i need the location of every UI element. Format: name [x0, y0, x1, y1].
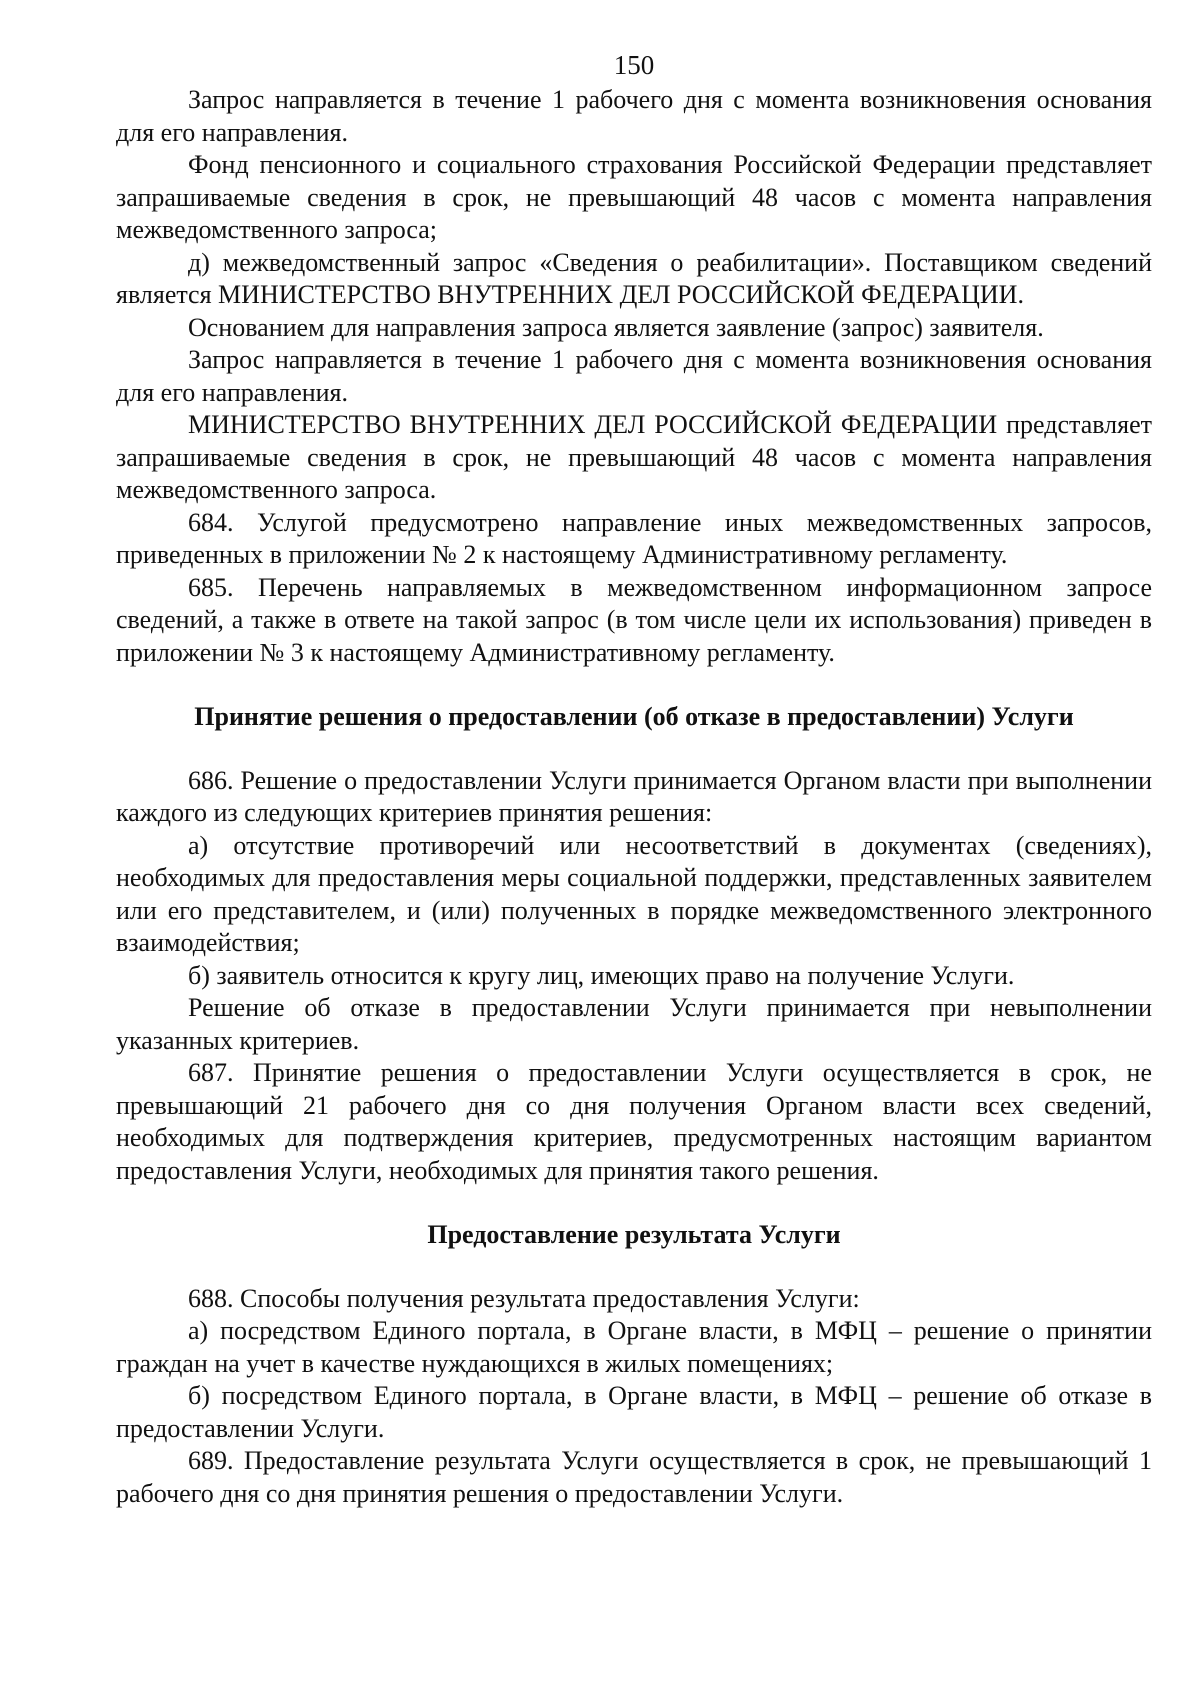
- paragraph: 686. Решение о предоставлении Услуги принимается Органом власти при выполнении каждого из следующих критериев принятия решения:: [116, 765, 1152, 827]
- paragraph: Фонд пенсионного и социального страхования Российской Федерации представляет запрашиваемые сведения в срок, не превышающий 48 часов с момента направления межведомственного запроса;: [116, 150, 1152, 244]
- paragraph: Основанием для направления запроса является заявление (запрос) заявителя.: [188, 312, 1044, 342]
- paragraph: 685. Перечень направляемых в межведомственном информационном запросе сведений, а также в ответе на такой запрос (в том числе цели их использования) приведен в приложении № 3 к настоящему Административному регламенту.: [116, 572, 1152, 667]
- paragraph-block-requests: [116, 84, 1152, 669]
- paragraph: МИНИСТЕРСТВО ВНУТРЕННИХ ДЕЛ РОССИЙСКОЙ ФЕДЕРАЦИИ представляет запрашиваемые сведения в срок, не превышающий 48 часов с момента направления межведомственного запроса.: [116, 410, 1152, 504]
- paragraph: Решение об отказе в предоставлении Услуги принимается при невыполнении указанных критериев.: [116, 993, 1152, 1055]
- paragraph-block-decision: [116, 765, 1152, 1188]
- page-number: 150: [613, 50, 655, 80]
- paragraph: д) межведомственный запрос «Сведения о реабилитации». Поставщиком сведений является МИНИСТЕРСТВО ВНУТРЕННИХ ДЕЛ РОССИЙСКОЙ ФЕДЕРАЦИИ.: [116, 247, 1152, 309]
- paragraph: Запрос направляется в течение 1 рабочего дня с момента возникновения основания для его направления.: [116, 85, 1152, 147]
- spacer: [116, 669, 1152, 701]
- paragraph: Запрос направляется в течение 1 рабочего дня с момента возникновения основания для его направления.: [116, 345, 1152, 407]
- paragraph: б) заявитель относится к кругу лиц, имеющих право на получение Услуги.: [188, 960, 1015, 990]
- section-title-decision: Принятие решения о предоставлении (об отказе в предоставлении) Услуги: [194, 702, 1074, 731]
- paragraph-block-result: [116, 1283, 1152, 1511]
- paragraph: а) отсутствие противоречий или несоответствий в документах (сведениях), необходимых для предоставления меры социальной поддержки, представленных заявителем или его представителем, и (или) полученных в порядке межведомственного электронного взаимодействия;: [116, 830, 1152, 957]
- spacer: [116, 734, 1152, 765]
- paragraph: б) посредством Единого портала, в Органе власти, в МФЦ – решение об отказе в предоставлении Услуги.: [116, 1381, 1152, 1443]
- document-page: [116, 50, 1152, 1510]
- paragraph: 689. Предоставление результата Услуги осуществляется в срок, не превышающий 1 рабочего дня со дня принятия решения о предоставлении Услуги.: [116, 1446, 1152, 1508]
- spacer: [116, 1252, 1152, 1283]
- paragraph: а) посредством Единого портала, в Органе власти, в МФЦ – решение о принятии граждан на учет в качестве нуждающихся в жилых помещениях;: [116, 1316, 1152, 1378]
- spacer: [116, 1187, 1152, 1219]
- paragraph: 687. Принятие решения о предоставлении Услуги осуществляется в срок, не превышающий 21 рабочего дня со дня получения Органом власти всех сведений, необходимых для подтверждения критериев, предусмотренных настоящим вариантом предоставления Услуги, необходимых для принятия такого решения.: [116, 1058, 1152, 1185]
- paragraph: 688. Способы получения результата предоставления Услуги:: [188, 1283, 860, 1313]
- paragraph: 684. Услугой предусмотрено направление иных межведомственных запросов, приведенных в приложении № 2 к настоящему Административному регламенту.: [116, 507, 1152, 569]
- section-title-result: Предоставление результата Услуги: [427, 1220, 841, 1249]
